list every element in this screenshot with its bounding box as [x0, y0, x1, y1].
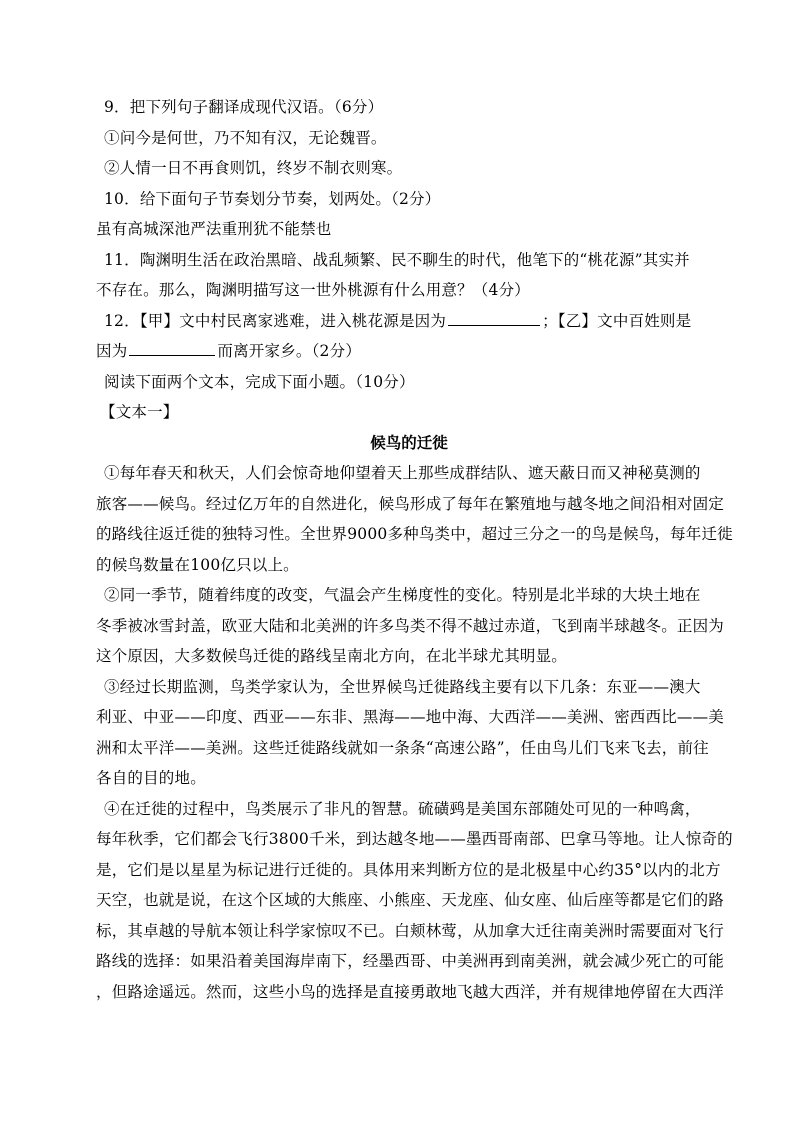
- paragraph-line: ①每年春天和秋天，人们会惊奇地仰望着天上那些成群结队、遮天蔽日而又神秘莫测的: [104, 464, 701, 482]
- question-9-prompt: 9．把下列句子翻译成现代汉语。（6分）: [104, 98, 384, 116]
- paragraph-line: 的候鸟数量在100亿只以上。: [96, 555, 299, 574]
- paragraph-line: 的路线往返迁徙的独特习性。全世界9000多种鸟类中，超过三分之一的鸟是候鸟，每年迁徙: [96, 525, 733, 543]
- article-paragraph-1: [96, 458, 733, 580]
- paragraph-line: ②同一季节，随着纬度的改变，气温会产生梯度性的变化。特别是北半球的大块土地在: [104, 586, 701, 604]
- text-label: 【文本一】: [100, 403, 179, 421]
- paragraph-line: 路线的选择：如果沿着美国海岸南下，经墨西哥、中美洲再到南美洲，就会减少死亡的可能: [96, 952, 725, 970]
- paragraph-line: 标，其卓越的导航本领让科学家惊叹不已。白颊林莺，从加拿大迁往南美洲时需要面对飞行: [96, 921, 725, 940]
- question-11-line-2: 不存在。那么，陶渊明描写这一世外桃源有什么用意？（4分）: [96, 281, 530, 299]
- question-12-line-2: [96, 336, 714, 367]
- paragraph-line: 利亚、中亚——印度、西亚——东非、黑海——地中海、大西洋——美洲、密西西比——美: [96, 708, 725, 726]
- question-12-line-1-text-b: ；【乙】文中百姓则是: [542, 311, 692, 330]
- question-12-line-2-text-b: 而离开家乡。（2分）: [217, 342, 362, 360]
- paragraph-line: 这个原因，大多数候鸟迁徙的路线呈南北方向，在北半球尤其明显。: [96, 647, 568, 665]
- paragraph-line: 洲和太平洋——美洲。这些迁徙路线就如一条条“高速公路”，任由鸟儿们飞来飞去，前往: [96, 738, 709, 757]
- question-11-line-1: 11．陶渊明生活在政治黑暗、战乱频繁、民不聊生的时代，他笔下的“桃花源”其实并: [104, 250, 690, 269]
- article-paragraph-2: [96, 580, 725, 672]
- question-12-line-1: [104, 306, 714, 337]
- paragraph-line: 各自的目的地。: [96, 769, 206, 787]
- article-paragraph-4: [96, 794, 733, 1008]
- answer-blank-1: [448, 307, 540, 326]
- answer-blank-2: [129, 337, 215, 356]
- paragraph-line: 旅客——候鸟。经过亿万年的自然进化，候鸟形成了每年在繁殖地与越冬地之间沿相对固定: [96, 494, 725, 513]
- paragraph-line: ④在迁徙的过程中，鸟类展示了非凡的智慧。硫磺鹀是美国东部随处可见的一种鸣禽，: [104, 799, 701, 818]
- question-12-line-2-text-a: 因为: [96, 342, 128, 360]
- paragraph-line: ③经过长期监测，鸟类学家认为，全世界候鸟迁徙路线主要有以下几条：东亚——澳大: [104, 677, 701, 696]
- question-10-sentence: 虽有高城深池严法重刑犹不能禁也: [96, 220, 332, 238]
- document-content: [96, 92, 733, 1007]
- paragraph-line: 是，它们是以星星为标记进行迁徙的。具体用来判断方位的是北极星中心约35°以内的北方: [96, 860, 721, 879]
- question-10-prompt: 10．给下面句子节奏划分节奏，划两处。（2分）: [104, 189, 441, 208]
- reading-intro: 阅读下面两个文本，完成下面小题。（10分）: [104, 372, 415, 391]
- question-9-item-1: ①问今是何世，乃不知有汉，无论魏晋。: [104, 128, 387, 147]
- paragraph-line: 冬季被冰雪封盖，欧亚大陆和北美洲的许多鸟类不得不越过赤道，飞到南半球越冬。正因为: [96, 616, 725, 635]
- question-9-item-2: ②人情一日不再食则饥，终岁不制衣则寒。: [104, 159, 403, 177]
- question-12-line-1-text-a: 12．【甲】文中村民离家逃难，进入桃花源是因为: [104, 311, 447, 330]
- paragraph-line: 每年秋季，它们都会飞行3800千米，到达越冬地——墨西哥南部、巴拿马等地。让人惊奇的: [96, 830, 733, 848]
- article-title: 候鸟的迁徙: [370, 432, 448, 452]
- article-paragraph-3: [96, 672, 725, 794]
- paragraph-line: ，但路途遥远。然而，这些小鸟的选择是直接勇敢地飞越大西洋，并有规律地停留在大西洋: [96, 982, 725, 1001]
- paragraph-line: 天空，也就是说，在这个区域的大熊座、小熊座、天龙座、仙女座、仙后座等都是它们的路: [96, 891, 725, 909]
